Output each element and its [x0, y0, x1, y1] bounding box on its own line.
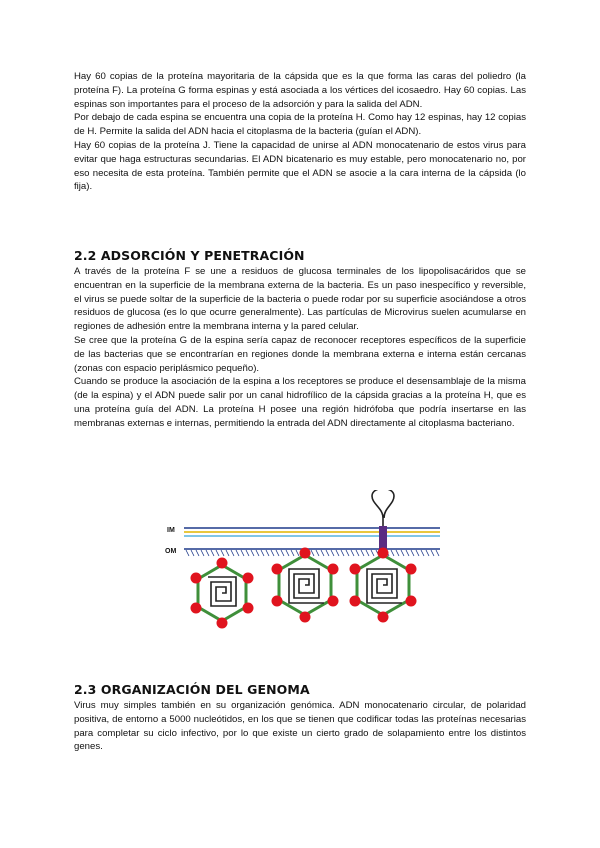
lps-strand	[296, 550, 299, 556]
spike-protein	[378, 548, 389, 559]
spike-protein	[217, 558, 228, 569]
intro-paragraph-2: Por debajo de cada espina se encuentra una copia de la proteína H. Como hay 12 espinas, hay 12 copias de H. Permite la salida del ADN hacia el citoplasma de la bacteria (guían el ADN).	[74, 112, 526, 138]
spike-protein	[243, 573, 254, 584]
lps-strand	[351, 550, 354, 556]
spike-protein	[328, 564, 339, 575]
lps-strand	[236, 550, 239, 556]
spike-protein	[217, 618, 228, 629]
lps-strand	[371, 550, 374, 556]
lps-strand	[406, 550, 409, 556]
lps-strand	[271, 550, 274, 556]
section-heading-adsorcion: 2.2 ADSORCIÓN Y PENETRACIÓN	[74, 248, 305, 263]
lps-strand	[421, 550, 424, 556]
spike-protein	[191, 603, 202, 614]
intro-text	[74, 70, 526, 194]
lps-strand	[241, 550, 244, 556]
virus-particle-3	[350, 490, 417, 623]
lps-strand	[281, 550, 284, 556]
spike-protein	[243, 603, 254, 614]
lps-strand	[216, 550, 219, 556]
virus-adsorption-figure	[160, 490, 440, 640]
lps-strand	[411, 550, 414, 556]
lps-strand	[396, 550, 399, 556]
lps-strand	[191, 550, 194, 556]
lps-strand	[436, 550, 439, 556]
lps-strands	[186, 550, 439, 556]
spike-protein	[378, 612, 389, 623]
lps-strand	[361, 550, 364, 556]
lps-strand	[311, 550, 314, 556]
spike-protein	[406, 564, 417, 575]
lps-strand	[416, 550, 419, 556]
intro-paragraph-1: Hay 60 copias de la proteína mayoritaria de la cápsida que es la que forma las caras del poliedro (la proteína F). La proteína G forma espinas y está asociada a los vértices del icosaedro. Hay 60 copias. Las espinas son importantes para el proceso de la adsorción y para la salida del ADN.	[74, 71, 526, 110]
spike-protein	[272, 564, 283, 575]
label-om: OM	[165, 548, 177, 555]
lps-strand	[316, 550, 319, 556]
dna-channel	[379, 526, 387, 550]
lps-strand	[186, 550, 189, 556]
spike-protein	[328, 596, 339, 607]
lps-strand	[366, 550, 369, 556]
adsorcion-paragraph-2: Se cree que la proteína G de la espina sería capaz de reconocer receptores específicos de la superficie de las bacterias que se encontrarían en regiones donde la membrana externa e interna están cercanas (zonas con espacio periplásmico pequeño).	[74, 334, 526, 374]
lps-strand	[331, 550, 334, 556]
lps-strand	[391, 550, 394, 556]
lps-strand	[431, 550, 434, 556]
lps-strand	[346, 550, 349, 556]
lps-strand	[256, 550, 259, 556]
section-heading-organizacion: 2.3 ORGANIZACIÓN DEL GENOMA	[74, 682, 310, 697]
lps-strand	[426, 550, 429, 556]
adsorcion-paragraph-1: A través de la proteína F se une a residuos de glucosa terminales de los lipopolisacáridos que se encuentran en la superficie de la membrana externa de la bacteria. Es un paso inespecífico y reversible, el virus se puede soltar de la superficie de la bacteria o puede rodar por su superficie asociándose a otros residuos de glucosa (es lo que ocurre generalmente). Las partículas de Microvirus suelen acumularse en regiones de adhesión entre la membrana interna y la pared celular.	[74, 266, 526, 333]
lps-strand	[291, 550, 294, 556]
spike-protein	[350, 564, 361, 575]
virus-particle-1	[191, 558, 254, 629]
intro-paragraph-3: Hay 60 copias de la proteína J. Tiene la capacidad de unirse al ADN monocatenario de estos virus para evitar que haga estructuras secundarias. El ADN bicatenario es muy estable, pero monocatenario no, por eso necesita de esta proteína. También permite que el ADN se asocie a la cara interna de la cápsida (lo fija).	[74, 139, 526, 193]
section-organizacion-text	[74, 699, 526, 754]
lps-strand	[221, 550, 224, 556]
lps-strand	[226, 550, 229, 556]
lps-strand	[266, 550, 269, 556]
lps-strand	[201, 550, 204, 556]
adsorcion-paragraph-3: Cuando se produce la asociación de la espina a los receptores se produce el desensamblaje de la misma (de la espina) y el ADN puede salir por un canal hidrofílico de la cápsida gracias a la proteína H, que es una proteína guía del ADN. La proteína H posee una región hidrófoba que podría insertarse en las membranas externas e internas, permitiendo la entrada del ADN directamente al citoplasma bacteriano.	[74, 376, 526, 429]
lps-strand	[321, 550, 324, 556]
lps-strand	[261, 550, 264, 556]
section-adsorcion-text	[74, 265, 526, 431]
virus-particle-2	[272, 548, 339, 623]
lps-strand	[286, 550, 289, 556]
spike-protein	[272, 596, 283, 607]
spike-protein	[406, 596, 417, 607]
spike-protein	[300, 548, 311, 559]
spike-protein	[300, 612, 311, 623]
lps-strand	[196, 550, 199, 556]
lps-strand	[206, 550, 209, 556]
label-im: IM	[167, 527, 175, 534]
lps-strand	[211, 550, 214, 556]
organizacion-paragraph-1: Virus muy simples también en su organización genómica. ADN monocatenario circular, de polaridad positiva, de entorno a 5000 nucleótidos, en los que se tienen que codificar todas las proteínas necesarias para completar su ciclo infectivo, por lo que existe un cierto grado de solapamiento entre los distintos genes.	[74, 700, 526, 753]
lps-strand	[341, 550, 344, 556]
lps-strand	[401, 550, 404, 556]
lps-strand	[356, 550, 359, 556]
spike-protein	[350, 596, 361, 607]
lps-strand	[336, 550, 339, 556]
lps-strand	[326, 550, 329, 556]
lps-strand	[231, 550, 234, 556]
lps-strand	[246, 550, 249, 556]
lps-strand	[276, 550, 279, 556]
lps-strand	[251, 550, 254, 556]
spike-protein	[191, 573, 202, 584]
